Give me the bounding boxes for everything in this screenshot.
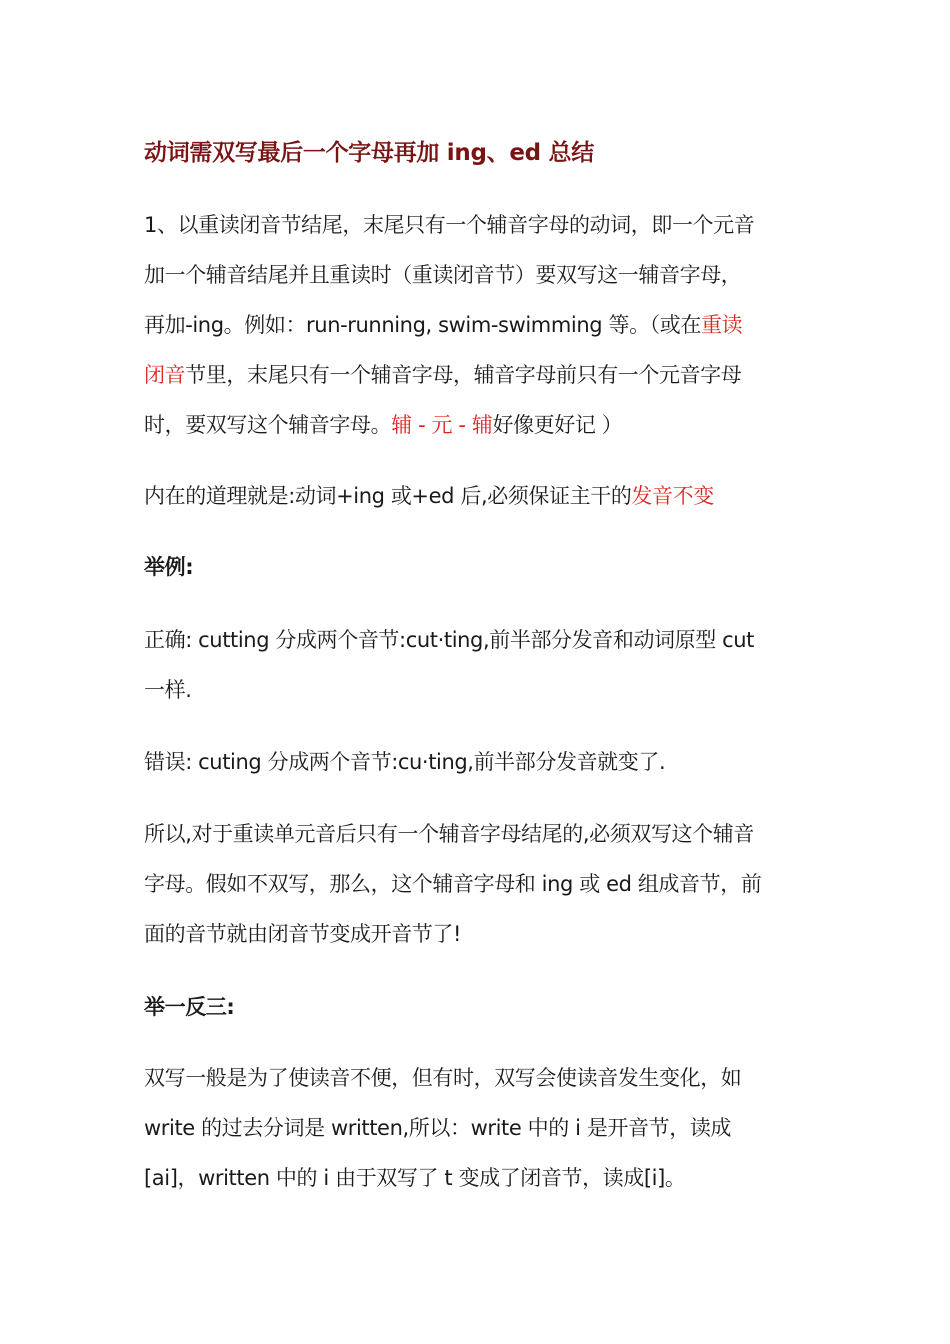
extend-heading	[144, 982, 809, 1032]
extend-line-1: 双写一般是为了使读音不便，但有时，双写会使读音发生变化，如	[144, 1066, 742, 1090]
rule-1-line-5-tail: 好像更好记 ）	[492, 413, 623, 437]
example-heading	[144, 542, 809, 592]
extend-line-3: [ai]，written 中的 i 由于双写了 t 变成了闭音节，读成[i]。	[144, 1166, 686, 1190]
rule-1-line-1: 1、以重读闭音节结尾，末尾只有一个辅音字母的动词，即一个元音	[144, 213, 755, 237]
conclusion-paragraph	[144, 809, 809, 959]
conclusion-line-1: 所以,对于重读单元音后只有一个辅音字母结尾的,必须双写这个辅音	[144, 822, 754, 846]
extend-line-2: write 的过去分词是 written,所以：write 中的 i 是开音节，读成	[144, 1116, 732, 1140]
example-heading-text: 举例:	[144, 555, 194, 579]
rule-1-line-3-text: 再加-ing。例如：run-running, swim-swimming 等。（或在	[144, 313, 701, 337]
highlight-pronunciation-unchanged: 发音不变	[631, 484, 714, 508]
highlight-cvc-mnemonic: 辅 - 元 - 辅	[391, 413, 493, 437]
rule-1-line-5	[144, 400, 809, 450]
correct-example-line-2: 一样.	[144, 678, 192, 702]
highlight-closed-syllable: 闭音	[144, 363, 186, 387]
conclusion-line-2: 字母。假如不双写，那么，这个辅音字母和 ing 或 ed 组成音节，前	[144, 872, 762, 896]
rule-1-line-5-text: 时，要双写这个辅音字母。	[144, 413, 392, 437]
wrong-example-paragraph	[144, 737, 809, 787]
wrong-example-line: 错误: cuting 分成两个音节:cu·ting,前半部分发音就变了.	[144, 750, 666, 774]
document-title: 动词需双写最后一个字母再加 ing、ed 总结	[144, 140, 594, 166]
conclusion-line-3: 面的音节就由闭音节变成开音节了!	[144, 922, 462, 946]
rule-1-line-4	[144, 350, 809, 400]
highlight-stressed: 重读	[700, 313, 743, 337]
rule-1-line-2: 加一个辅音结尾并且重读时（重读闭音节）要双写这一辅音字母，	[144, 263, 742, 287]
correct-example-line-1: 正确: cutting 分成两个音节:cut·ting,前半部分发音和动词原型 cut	[144, 628, 755, 652]
rule-1-paragraph	[144, 200, 809, 450]
principle-paragraph	[144, 471, 809, 521]
principle-line	[144, 471, 809, 521]
rule-1-line-3	[144, 300, 809, 350]
correct-example-paragraph	[144, 615, 809, 715]
extend-heading-text: 举一反三:	[144, 995, 235, 1019]
extend-paragraph	[144, 1053, 809, 1203]
rule-1-line-4-text: 节里，末尾只有一个辅音字母，辅音字母前只有一个元音字母	[185, 363, 742, 387]
principle-text: 内在的道理就是:动词+ing 或+ed 后,必须保证主干的	[144, 484, 632, 508]
